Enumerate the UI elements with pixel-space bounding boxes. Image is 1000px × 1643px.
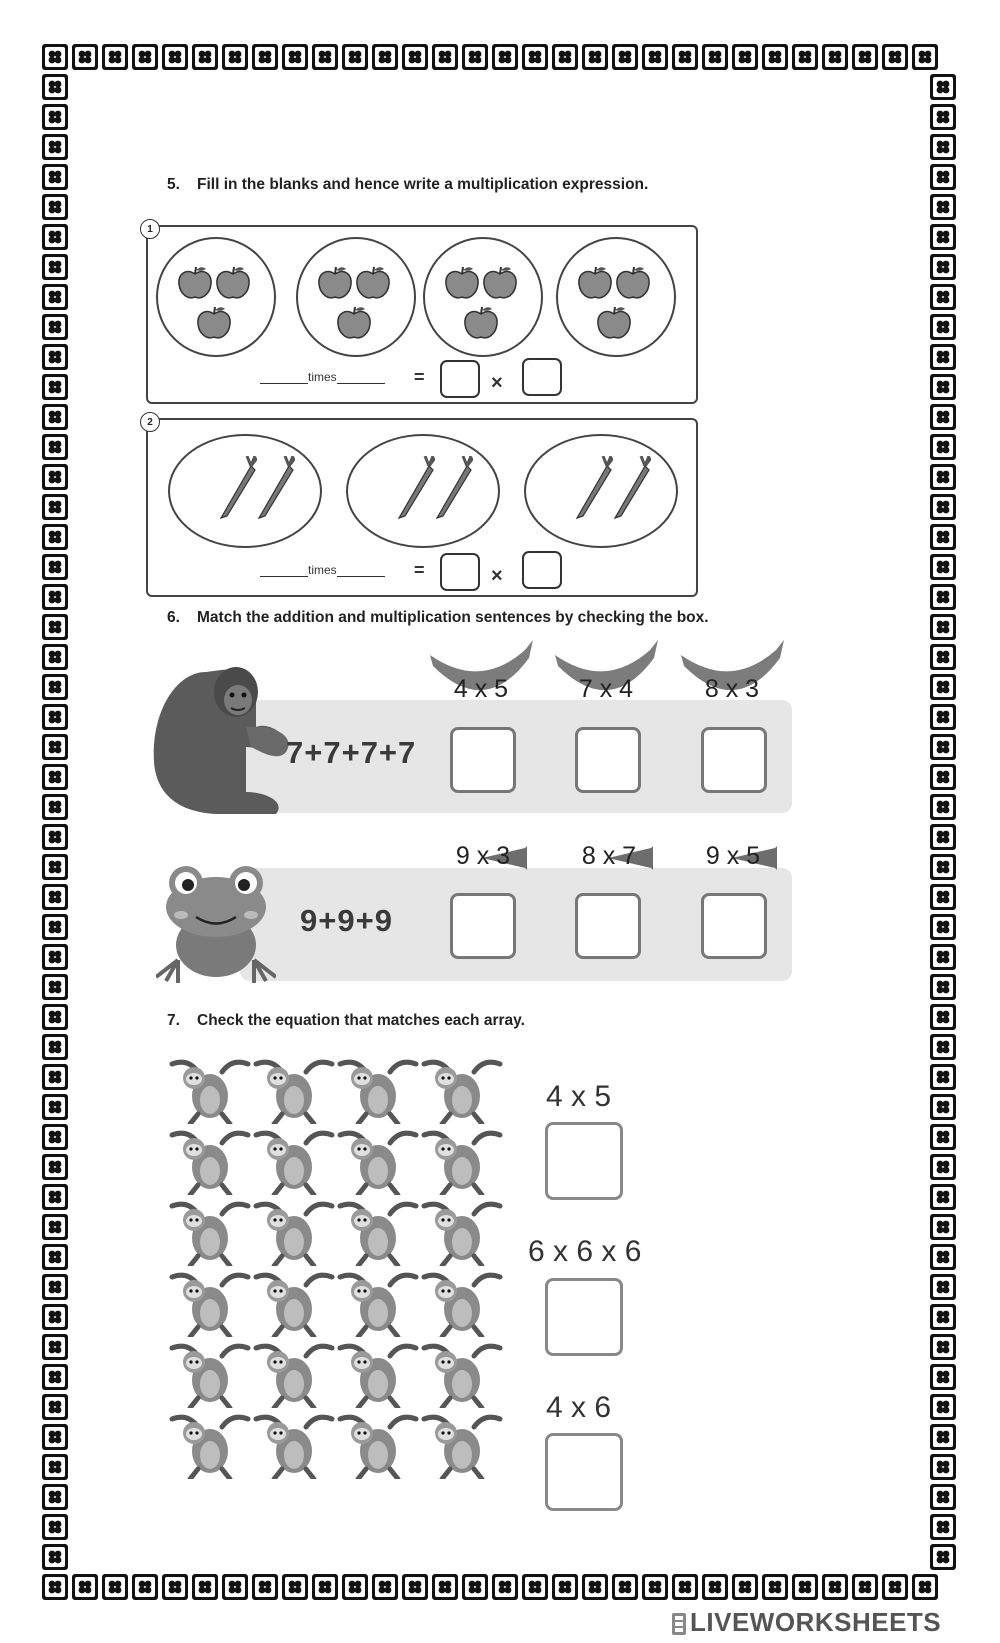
sloth-icon [336,1342,420,1413]
border-tile-icon [41,403,69,431]
border-tile-icon [41,1003,69,1031]
border-tile-icon [821,1573,849,1601]
border-tile-icon [929,1363,957,1391]
border-tile-icon [929,643,957,671]
border-tile-icon [929,73,957,101]
sloth-icon [420,1058,504,1129]
border-tile-icon [41,1333,69,1361]
panel-2-times-sign: × [491,565,503,587]
border-tile-icon [161,1573,189,1601]
border-tile-icon [41,673,69,701]
apple-icon [462,304,500,347]
border-tile-icon [929,373,957,401]
sloth-icon [252,1271,336,1342]
border-tile-icon [929,133,957,161]
border-tile-icon [221,43,249,71]
apple-icon [195,304,233,347]
border-tile-icon [551,43,579,71]
border-tile-icon [881,1573,909,1601]
row-1-option-3-label: 8 x 3 [704,675,760,703]
border-tile-icon [41,583,69,611]
row-2-option-2-label: 8 x 7 [581,842,637,870]
border-tile-icon [401,1573,429,1601]
border-tile-icon [41,793,69,821]
sloth-icon [252,1413,336,1484]
border-tile-icon [929,1183,957,1211]
page-border-bottom [40,1572,958,1602]
border-tile-icon [929,283,957,311]
sloth-icon [420,1342,504,1413]
sloth-icon [336,1058,420,1129]
panel-1-groups-blank[interactable] [260,371,308,384]
border-tile-icon [929,403,957,431]
border-tile-icon [431,43,459,71]
border-tile-icon [929,1153,957,1181]
border-tile-icon [41,103,69,131]
border-tile-icon [71,1573,99,1601]
border-tile-icon [929,1423,957,1451]
row-1-option-1-checkbox[interactable] [450,727,516,793]
apple-icon [176,264,214,307]
apple-icon [614,264,652,307]
border-tile-icon [41,373,69,401]
border-tile-icon [929,1453,957,1481]
sloth-icon [336,1200,420,1271]
border-tile-icon [929,1033,957,1061]
carrot-icon [433,456,473,525]
border-tile-icon [41,43,69,71]
carrot-icon [255,456,295,525]
panel-1-badge: 1 [140,219,160,239]
border-tile-icon [41,973,69,1001]
sloth-icon [336,1271,420,1342]
apple-icon [214,264,252,307]
liveworksheets-logo [672,1607,941,1638]
choice-3-label: 4 x 6 [546,1391,612,1424]
border-tile-icon [929,703,957,731]
border-tile-icon [581,1573,609,1601]
border-tile-icon [41,253,69,281]
border-tile-icon [41,1483,69,1511]
row-2-option-3-label: 9 x 5 [705,842,761,870]
border-tile-icon [41,1153,69,1181]
border-tile-icon [41,1033,69,1061]
border-tile-icon [281,1573,309,1601]
panel-1-factor-box-2[interactable] [522,358,562,396]
border-tile-icon [311,1573,339,1601]
border-tile-icon [41,1363,69,1391]
border-tile-icon [281,43,309,71]
border-tile-icon [41,1573,69,1601]
border-tile-icon [929,553,957,581]
choice-2-label: 6 x 6 x 6 [528,1235,642,1268]
question-6-number: 6. [167,609,180,626]
page-border-left [40,72,70,1572]
border-tile-icon [929,793,957,821]
border-tile-icon [41,913,69,941]
panel-1-blank-row [260,370,385,384]
border-tile-icon [929,673,957,701]
border-tile-icon [929,823,957,851]
border-tile-icon [41,463,69,491]
sloth-icon [420,1200,504,1271]
border-tile-icon [929,463,957,491]
border-tile-icon [341,1573,369,1601]
border-tile-icon [251,1573,279,1601]
border-tile-icon [521,1573,549,1601]
border-tile-icon [431,1573,459,1601]
border-tile-icon [929,583,957,611]
border-tile-icon [929,1243,957,1271]
sloth-icon [168,1271,252,1342]
sloth-icon [168,1058,252,1129]
border-tile-icon [41,193,69,221]
question-5-text: Fill in the blanks and hence write a multiplication expression. [197,176,649,193]
question-7-text: Check the equation that matches each array. [197,1012,525,1029]
border-tile-icon [41,1303,69,1331]
panel-2-factor-box-1[interactable] [440,553,480,591]
border-tile-icon [221,1573,249,1601]
border-tile-icon [929,973,957,1001]
border-tile-icon [341,43,369,71]
sloth-icon [336,1129,420,1200]
border-tile-icon [41,433,69,461]
apple-icon [443,264,481,307]
border-tile-icon [41,1213,69,1241]
border-tile-icon [731,43,759,71]
panel-2-factor-box-2[interactable] [522,551,562,589]
border-tile-icon [929,1483,957,1511]
border-tile-icon [371,43,399,71]
sloth-icon [420,1271,504,1342]
border-tile-icon [929,193,957,221]
carrot-icon [573,456,613,525]
border-tile-icon [929,1513,957,1541]
sloth-icon [420,1129,504,1200]
border-tile-icon [641,1573,669,1601]
border-tile-icon [41,883,69,911]
border-tile-icon [41,523,69,551]
border-tile-icon [41,1273,69,1301]
border-tile-icon [41,853,69,881]
border-tile-icon [41,1243,69,1271]
border-tile-icon [641,43,669,71]
border-tile-icon [41,643,69,671]
border-tile-icon [41,1123,69,1151]
border-tile-icon [929,163,957,191]
border-tile-icon [929,1093,957,1121]
border-tile-icon [929,943,957,971]
border-tile-icon [929,433,957,461]
border-tile-icon [701,1573,729,1601]
sloth-icon [252,1058,336,1129]
border-tile-icon [929,1393,957,1421]
apple-icon [481,264,519,307]
apple-icon [335,304,373,347]
border-tile-icon [611,43,639,71]
border-tile-icon [41,313,69,341]
page-border-top [40,42,958,72]
border-tile-icon [41,283,69,311]
apple-icon [354,264,392,307]
match-row-2-sentence: 9+9+9 [300,903,393,938]
border-tile-icon [311,43,339,71]
choice-2-checkbox[interactable] [545,1278,623,1356]
border-tile-icon [929,613,957,641]
sloth-icon [252,1342,336,1413]
border-tile-icon [929,1303,957,1331]
border-tile-icon [461,43,489,71]
match-row-1-sentence: 7+7+7+7 [286,735,417,770]
border-tile-icon [41,703,69,731]
border-tile-icon [611,1573,639,1601]
orangutan-icon [146,652,296,817]
border-tile-icon [161,43,189,71]
apple-icon [595,304,633,347]
border-tile-icon [41,223,69,251]
panel-2-groups-blank[interactable] [260,564,308,577]
panel-1-factor-box-1[interactable] [440,360,480,398]
row-1-option-3-checkbox[interactable] [701,727,767,793]
border-tile-icon [41,943,69,971]
border-tile-icon [41,1423,69,1451]
sloth-icon [168,1129,252,1200]
border-tile-icon [41,1093,69,1121]
border-tile-icon [929,1063,957,1091]
liveworksheets-logo-icon [672,1613,686,1635]
border-tile-icon [101,43,129,71]
row-1-option-2-label: 7 x 4 [578,675,634,703]
border-tile-icon [461,1573,489,1601]
border-tile-icon [929,883,957,911]
border-tile-icon [911,43,939,71]
border-tile-icon [41,1453,69,1481]
sloth-icon [168,1200,252,1271]
apples-panel [146,225,698,404]
panel-2-equals: = [414,560,425,580]
border-tile-icon [41,1543,69,1571]
panel-1-per-group-blank[interactable] [337,371,385,384]
border-tile-icon [41,1183,69,1211]
border-tile-icon [41,493,69,521]
border-tile-icon [671,1573,699,1601]
border-tile-icon [929,853,957,881]
question-5-title [167,176,648,194]
sloth-icon [336,1413,420,1484]
sloth-icon [252,1129,336,1200]
border-tile-icon [551,1573,579,1601]
border-tile-icon [851,1573,879,1601]
border-tile-icon [929,103,957,131]
border-tile-icon [929,313,957,341]
question-6-text: Match the addition and multiplication sentences by checking the box. [197,609,709,626]
panel-2-badge: 2 [140,412,160,432]
border-tile-icon [41,163,69,191]
liveworksheets-brand: LIVEWORKSHEETS [690,1607,942,1637]
border-tile-icon [701,43,729,71]
row-1-option-1-label: 4 x 5 [453,675,509,703]
apple-icon [576,264,614,307]
border-tile-icon [929,1543,957,1571]
border-tile-icon [401,43,429,71]
choice-1-label: 4 x 5 [546,1080,612,1113]
border-tile-icon [131,43,159,71]
border-tile-icon [929,523,957,551]
border-tile-icon [491,1573,519,1601]
panel-2-times-word: times [308,563,337,577]
border-tile-icon [911,1573,939,1601]
border-tile-icon [929,493,957,521]
border-tile-icon [41,1513,69,1541]
carrot-icon [611,456,651,525]
sloth-icon [168,1413,252,1484]
choice-3-checkbox[interactable] [545,1433,623,1511]
border-tile-icon [251,43,279,71]
row-2-option-3-checkbox[interactable] [701,893,767,959]
border-tile-icon [41,733,69,761]
border-tile-icon [929,1333,957,1361]
carrot-icon [395,456,435,525]
border-tile-icon [41,343,69,371]
panel-1-equals: = [414,367,425,387]
border-tile-icon [881,43,909,71]
border-tile-icon [929,1003,957,1031]
border-tile-icon [761,1573,789,1601]
border-tile-icon [791,43,819,71]
border-tile-icon [41,613,69,641]
border-tile-icon [929,763,957,791]
question-6-title [167,609,709,627]
border-tile-icon [929,223,957,251]
border-tile-icon [929,343,957,371]
row-2-option-2-checkbox[interactable] [575,893,641,959]
row-2-option-1-label: 9 x 3 [455,842,511,870]
border-tile-icon [41,73,69,101]
question-7-title [167,1012,525,1030]
panel-2-blank-row [260,563,385,577]
panel-1-times-sign: × [491,372,503,394]
border-tile-icon [929,733,957,761]
sloth-icon [420,1413,504,1484]
border-tile-icon [371,1573,399,1601]
border-tile-icon [929,1273,957,1301]
panel-1-times-word: times [308,370,337,384]
border-tile-icon [101,1573,129,1601]
border-tile-icon [41,1063,69,1091]
border-tile-icon [191,1573,219,1601]
carrots-panel [146,418,698,597]
border-tile-icon [41,553,69,581]
border-tile-icon [929,253,957,281]
border-tile-icon [851,43,879,71]
border-tile-icon [731,1573,759,1601]
border-tile-icon [581,43,609,71]
border-tile-icon [41,1393,69,1421]
apple-icon [316,264,354,307]
border-tile-icon [929,913,957,941]
sloth-icon [168,1342,252,1413]
border-tile-icon [71,43,99,71]
border-tile-icon [761,43,789,71]
question-7-number: 7. [167,1012,180,1029]
carrot-icon [217,456,257,525]
row-1-option-2-checkbox[interactable] [575,727,641,793]
border-tile-icon [41,133,69,161]
border-tile-icon [929,1213,957,1241]
border-tile-icon [821,43,849,71]
row-2-option-1-checkbox[interactable] [450,893,516,959]
question-5-number: 5. [167,176,180,193]
border-tile-icon [521,43,549,71]
border-tile-icon [671,43,699,71]
panel-2-per-group-blank[interactable] [337,564,385,577]
border-tile-icon [41,823,69,851]
border-tile-icon [791,1573,819,1601]
border-tile-icon [929,1123,957,1151]
page-border-right [928,72,958,1572]
frog-icon [156,855,276,985]
border-tile-icon [491,43,519,71]
border-tile-icon [131,1573,159,1601]
sloth-icon [252,1200,336,1271]
border-tile-icon [41,763,69,791]
choice-1-checkbox[interactable] [545,1122,623,1200]
border-tile-icon [191,43,219,71]
